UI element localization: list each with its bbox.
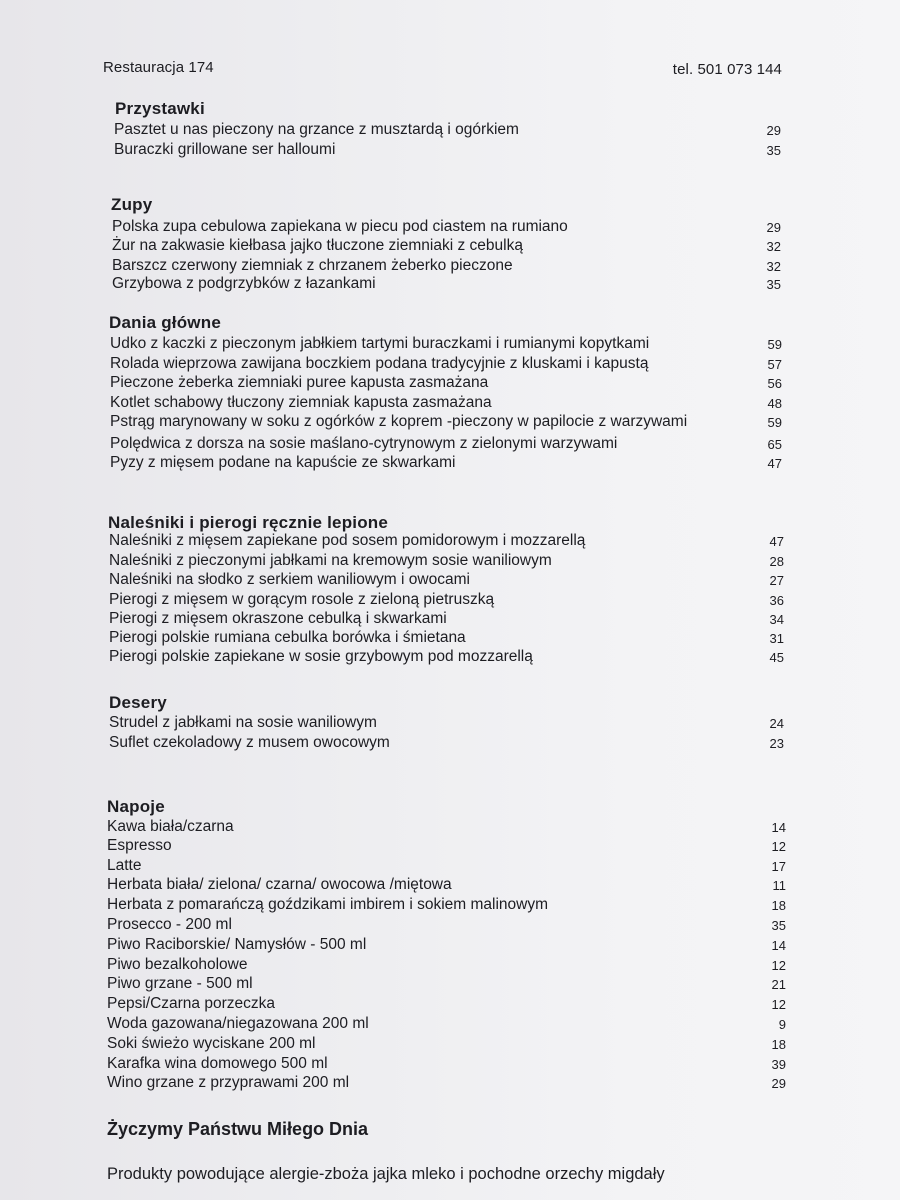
menu-item (0, 936, 900, 956)
menu-item (0, 629, 900, 649)
menu-item (0, 837, 900, 857)
menu-item (0, 610, 900, 630)
menu-item-price: 59 (767, 337, 782, 352)
menu-item-price: 32 (766, 239, 781, 254)
menu-item-name: Latte (107, 857, 142, 874)
menu-item (0, 355, 900, 375)
menu-item-price: 48 (767, 396, 782, 411)
menu-item (0, 1074, 900, 1094)
menu-item-name: Buraczki grillowane ser halloumi (114, 141, 336, 158)
menu-item-name: Kotlet schabowy tłuczony ziemniak kapusta zasmażana (110, 394, 492, 411)
menu-item-price: 65 (767, 437, 782, 452)
menu-item-name: Piwo grzane - 500 ml (107, 975, 253, 992)
closing-message: Życzymy Państwu Miłego Dnia (107, 1119, 369, 1139)
menu-item-price: 29 (766, 123, 781, 138)
menu-item-price: 31 (769, 631, 784, 646)
menu-item-name: Piwo bezalkoholowe (107, 956, 248, 973)
menu-item-price: 45 (769, 650, 784, 665)
menu-item (0, 876, 900, 896)
menu-item-name: Barszcz czerwony ziemniak z chrzanem żeberko pieczone (112, 257, 513, 274)
menu-item-name: Naleśniki z pieczonymi jabłkami na kremowym sosie waniliowym (109, 552, 552, 569)
menu-item-price: 27 (769, 573, 784, 588)
menu-item (0, 995, 900, 1015)
menu-item-price: 59 (767, 415, 782, 430)
menu-item-price: 56 (767, 376, 782, 391)
menu-item-price: 36 (769, 593, 784, 608)
menu-item-name: Pierogi z mięsem w gorącym rosole z zieloną pietruszką (109, 591, 495, 608)
restaurant-name: Restauracja 174 (103, 59, 214, 76)
menu-item-price: 57 (767, 357, 782, 372)
menu-item-name: Pierogi polskie zapiekane w sosie grzybowym pod mozzarellą (109, 648, 533, 665)
section-title: Dania główne (109, 313, 221, 332)
menu-item (0, 374, 900, 394)
menu-item-name: Karafka wina domowego 500 ml (107, 1055, 328, 1072)
menu-item-name: Pstrąg marynowany w soku z ogórków z koprem -pieczony w papilocie z warzywami (110, 413, 688, 430)
menu-item (0, 975, 900, 995)
menu-item (0, 141, 900, 161)
menu-item-price: 28 (769, 554, 784, 569)
menu-item-price: 35 (766, 143, 781, 158)
menu-item-name: Grzybowa z podgrzybków z łazankami (112, 275, 376, 292)
menu-item (0, 714, 900, 734)
menu-item-name: Espresso (107, 837, 172, 854)
menu-item-price: 47 (767, 456, 782, 471)
section-title: Naleśniki i pierogi ręcznie lepione (108, 513, 389, 532)
menu-item-name: Soki świeżo wyciskane 200 ml (107, 1035, 316, 1052)
section-title: Zupy (111, 195, 153, 214)
menu-item-price: 17 (771, 859, 786, 874)
menu-item-price: 14 (771, 820, 786, 835)
menu-item-price: 12 (771, 958, 786, 973)
menu-item-name: Naleśniki z mięsem zapiekane pod sosem pomidorowym i mozzarellą (109, 532, 586, 549)
menu-item-name: Kawa biała/czarna (107, 818, 234, 835)
menu-item-name: Pyzy z mięsem podane na kapuście ze skwarkami (110, 454, 456, 471)
menu-item (0, 394, 900, 414)
menu-item-name: Udko z kaczki z pieczonym jabłkiem tartymi buraczkami i rumianymi kopytkami (110, 335, 650, 352)
menu-item-price: 34 (769, 612, 784, 627)
menu-item (0, 454, 900, 474)
phone-number: tel. 501 073 144 (672, 61, 782, 78)
menu-item (0, 552, 900, 572)
menu-item (0, 571, 900, 591)
menu-item-price: 18 (771, 898, 786, 913)
menu-item (0, 818, 900, 838)
menu-item (0, 257, 900, 277)
menu-header (103, 59, 782, 81)
menu-item-name: Polska zupa cebulowa zapiekana w piecu pod ciastem na rumiano (112, 218, 568, 235)
menu-item-price: 47 (769, 534, 784, 549)
menu-item-price: 11 (772, 878, 786, 893)
menu-item (0, 857, 900, 877)
menu-item-price: 14 (771, 938, 786, 953)
menu-item-price: 35 (771, 918, 786, 933)
menu-item (0, 275, 900, 295)
menu-item-name: Pepsi/Czarna porzeczka (107, 995, 275, 1012)
menu-item (0, 1035, 900, 1055)
menu-item-price: 24 (769, 716, 784, 731)
menu-item-price: 39 (771, 1057, 786, 1072)
menu-item-name: Naleśniki na słodko z serkiem waniliowym i owocami (109, 571, 470, 588)
menu-item (0, 237, 900, 257)
menu-item-price: 29 (766, 220, 781, 235)
menu-item (0, 591, 900, 611)
menu-item-name: Żur na zakwasie kiełbasa jajko tłuczone ziemniaki z cebulką (112, 237, 523, 254)
menu-item-name: Suflet czekoladowy z musem owocowym (109, 734, 390, 751)
allergen-note: Produkty powodujące alergie-zboża jajka mleko i pochodne orzechy migdały (107, 1165, 665, 1183)
menu-item (0, 121, 900, 141)
menu-item (0, 413, 900, 433)
menu-item-price: 9 (778, 1017, 786, 1032)
menu-item (0, 648, 900, 668)
menu-item-price: 35 (766, 277, 781, 292)
menu-item-name: Pieczone żeberka ziemniaki puree kapusta zasmażana (110, 374, 489, 391)
menu-item-name: Strudel z jabłkami na sosie waniliowym (109, 714, 377, 731)
menu-item-name: Herbata biała/ zielona/ czarna/ owocowa /miętowa (107, 876, 452, 893)
menu-item-price: 12 (771, 839, 786, 854)
menu-item-name: Pierogi polskie rumiana cebulka borówka i śmietana (109, 629, 466, 646)
section-title: Desery (109, 693, 167, 712)
menu-item (0, 532, 900, 552)
menu-item-price: 23 (769, 736, 784, 751)
menu-item (0, 1015, 900, 1035)
menu-item-price: 21 (771, 977, 786, 992)
menu-item-name: Rolada wieprzowa zawijana boczkiem podana tradycyjnie z kluskami i kapustą (110, 355, 649, 372)
menu-item (0, 734, 900, 754)
menu-item-price: 29 (771, 1076, 786, 1091)
menu-item-name: Pasztet u nas pieczony na grzance z musztardą i ogórkiem (114, 121, 519, 138)
menu-item-name: Woda gazowana/niegazowana 200 ml (107, 1015, 369, 1032)
menu-item-price: 12 (771, 997, 786, 1012)
menu-item (0, 335, 900, 355)
menu-item-price: 32 (766, 259, 781, 274)
menu-item (0, 435, 900, 455)
menu-item-name: Herbata z pomarańczą goździkami imbirem i sokiem malinowym (107, 896, 549, 913)
menu-item-name: Polędwica z dorsza na sosie maślano-cytrynowym z zielonymi warzywami (110, 435, 618, 452)
section-title: Napoje (107, 797, 165, 816)
menu-item-price: 18 (771, 1037, 786, 1052)
menu-item (0, 896, 900, 916)
section-title: Przystawki (115, 99, 205, 118)
menu-item-name: Piwo Raciborskie/ Namysłów - 500 ml (107, 936, 367, 953)
menu-item (0, 218, 900, 238)
menu-item (0, 916, 900, 936)
menu-item-name: Prosecco - 200 ml (107, 916, 232, 933)
menu-item-name: Pierogi z mięsem okraszone cebulką i skwarkami (109, 610, 447, 627)
menu-item (0, 956, 900, 976)
menu-item-name: Wino grzane z przyprawami 200 ml (107, 1074, 350, 1091)
menu-item (0, 1055, 900, 1075)
